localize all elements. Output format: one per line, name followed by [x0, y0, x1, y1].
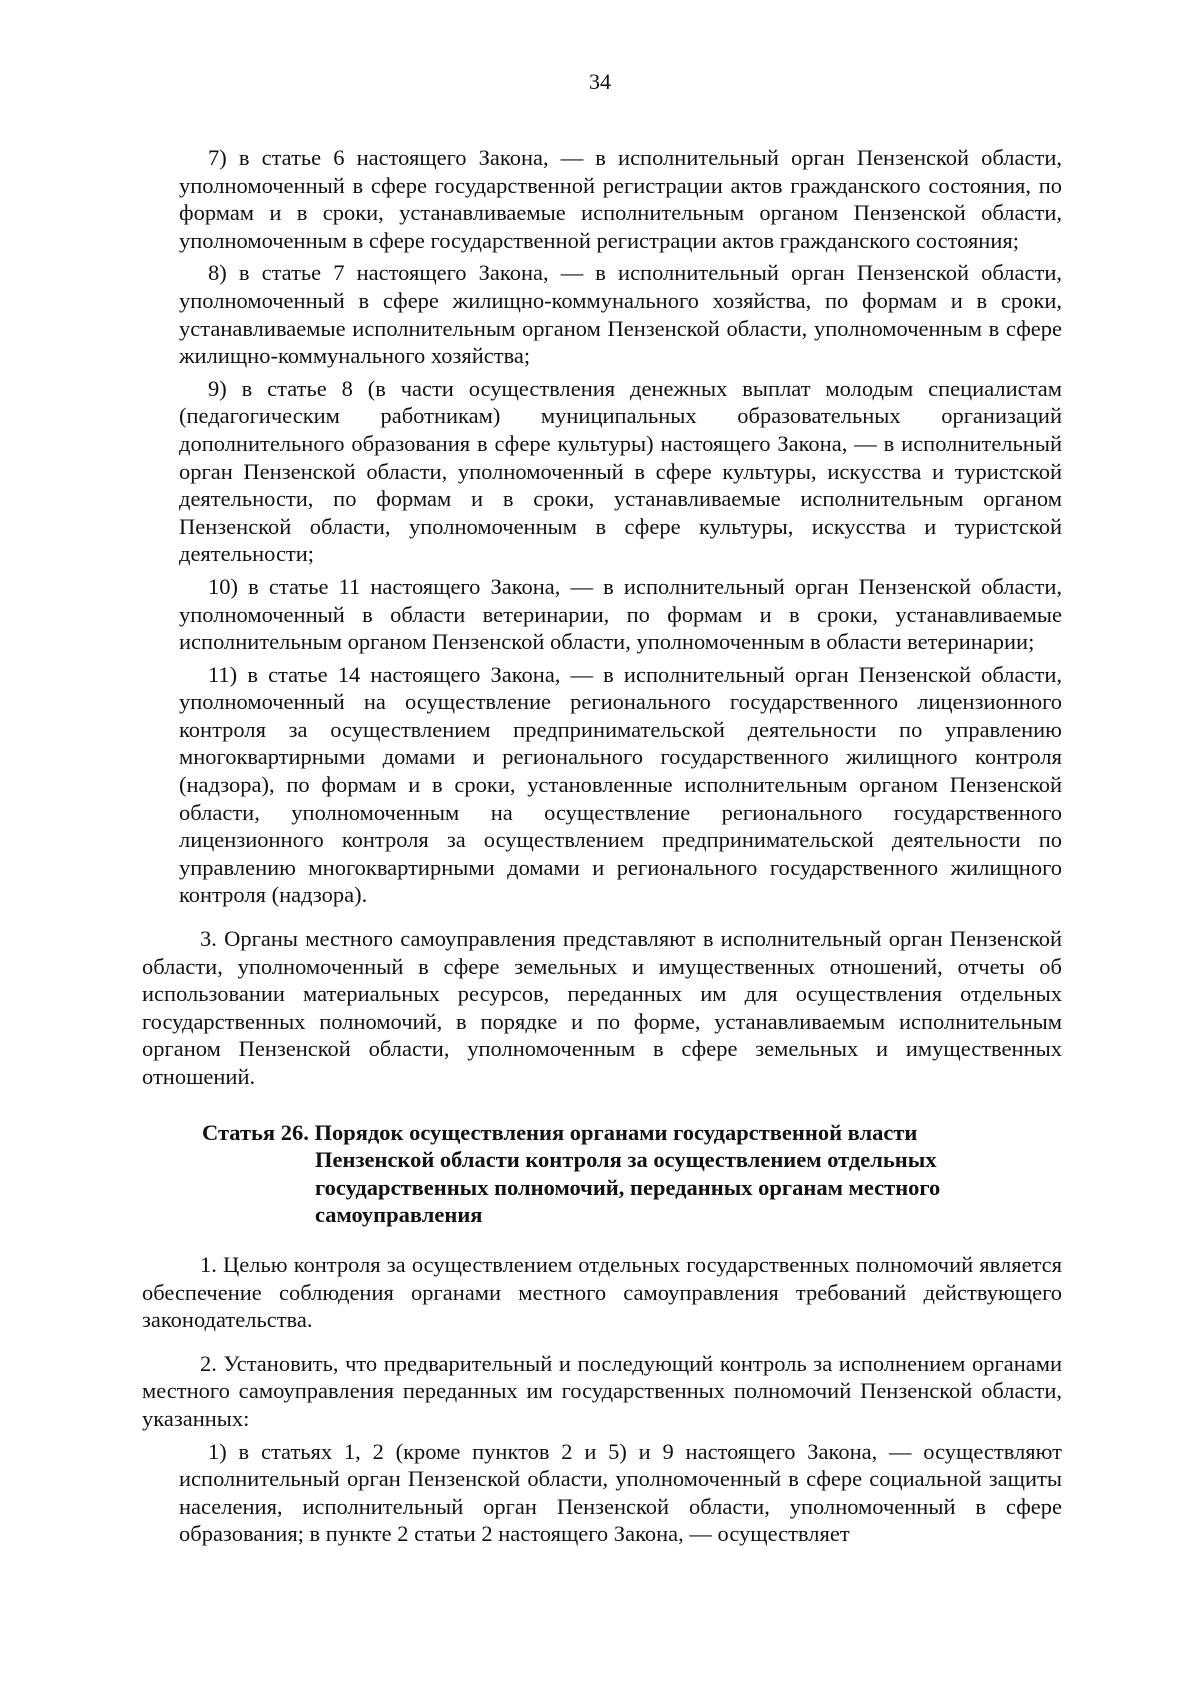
article-heading-line: Статья 26. Порядок осуществления органами государственной власти: [202, 1119, 918, 1145]
list-item-number: 1): [208, 1438, 227, 1464]
document-body: [142, 144, 1062, 1548]
list-item-7: [179, 144, 1062, 254]
list-item-number: 7): [208, 145, 227, 170]
list-item-8: [179, 259, 1062, 369]
list-item-9: [179, 375, 1062, 568]
list-item-text: в статье 14 настоящего Закона, — в исполнительный орган Пензенской области, уполномоченный на осуществление регионального государственного лицензионного контроля за осуществлением предпринимательской деятельности по управлению многоквартирными домами и регионального государственного жилищного контроля (надзора), по формам и в сроки, установленные исполнительным органом Пензенской области, уполномоченным на осуществление регионального государственного лицензионного контроля за осуществлением предпринимательской деятельности по управлению многоквартирными домами и регионального государственного жилищного контроля (надзора).: [179, 661, 1063, 908]
list-item-text: в статье 6 настоящего Закона, — в исполнительный орган Пензенской области, уполномоченный в сфере государственной регистрации актов гражданского состояния, по формам и в сроки, устанавливаемые исполнительным органом Пензенской области, уполномоченным в сфере государственной регистрации актов гражданского состояния;: [179, 145, 1063, 253]
article-heading-line: Пензенской области контроля за осуществлением отдельных: [315, 1147, 937, 1173]
article-paragraph-1: 1. Целью контроля за осуществлением отдельных государственных полномочий является обеспечение соблюдения органами местного самоуправления требований действующего законодательства.: [142, 1251, 1062, 1333]
article-heading: [202, 1119, 1062, 1229]
article-heading-line: самоуправления: [315, 1202, 483, 1228]
list-item-number: 8): [208, 260, 227, 286]
page-number: 34: [589, 69, 611, 94]
list-item-text: в статье 8 (в части осуществления денежных выплат молодым специалистам (педагогическим работникам) муниципальных образовательных организаций дополнительного образования в сфере культуры) настоящего Закона, — в исполнительный орган Пензенской области, уполномоченный в сфере культуры, искусства и туристской деятельности, по формам и в сроки, устанавливаемые исполнительным органом Пензенской области, уполномоченным в сфере культуры, искусства и туристской деятельности;: [179, 375, 1062, 567]
article-heading-line: государственных полномочий, переданных органам местного: [315, 1174, 941, 1200]
list-item-11: [179, 661, 1062, 909]
list-item-number: 9): [208, 375, 227, 401]
paragraph-3: 3. Органы местного самоуправления представляют в исполнительный орган Пензенской области, уполномоченный в сфере земельных и имущественных отношений, отчеты об использовании материальных ресурсов, переданных им для осуществления отдельных государственных полномочий, в порядке и по форме, устанавливаемым исполнительным органом Пензенской области, уполномоченным в сфере земельных и имущественных отношений.: [142, 926, 1062, 1089]
list-item-text: в статье 11 настоящего Закона, — в исполнительный орган Пензенской области, уполномоченный в области ветеринарии, по формам и в сроки, устанавливаемые исполнительным органом Пензенской области, уполномоченным в области ветеринарии;: [179, 573, 1063, 655]
list-item-text: в статьях 1, 2 (кроме пунктов 2 и 5) и 9 настоящего Закона, — осуществляют исполнительный орган Пензенской области, уполномоченный в сфере социальной защиты населения, исполнительный орган Пензенской области, уполномоченный в сфере образования; в пункте 2 статьи 2 настоящего Закона, — осуществляет: [179, 1438, 1062, 1547]
list-item-number: 11): [208, 661, 238, 687]
article-list-item-1: [179, 1438, 1062, 1548]
article-paragraph-2: 2. Установить, что предварительный и последующий контроль за исполнением органами местного самоуправления переданных им государственных полномочий Пензенской области, указанных:: [142, 1350, 1062, 1431]
list-item-text: в статье 7 настоящего Закона, — в исполнительный орган Пензенской области, уполномоченный в сфере жилищно-коммунального хозяйства, по формам и в сроки, устанавливаемые исполнительным органом Пензенской области, уполномоченным в сфере жилищно-коммунального хозяйства;: [179, 260, 1063, 369]
list-item-number: 10): [208, 573, 238, 599]
list-item-10: [179, 573, 1062, 656]
